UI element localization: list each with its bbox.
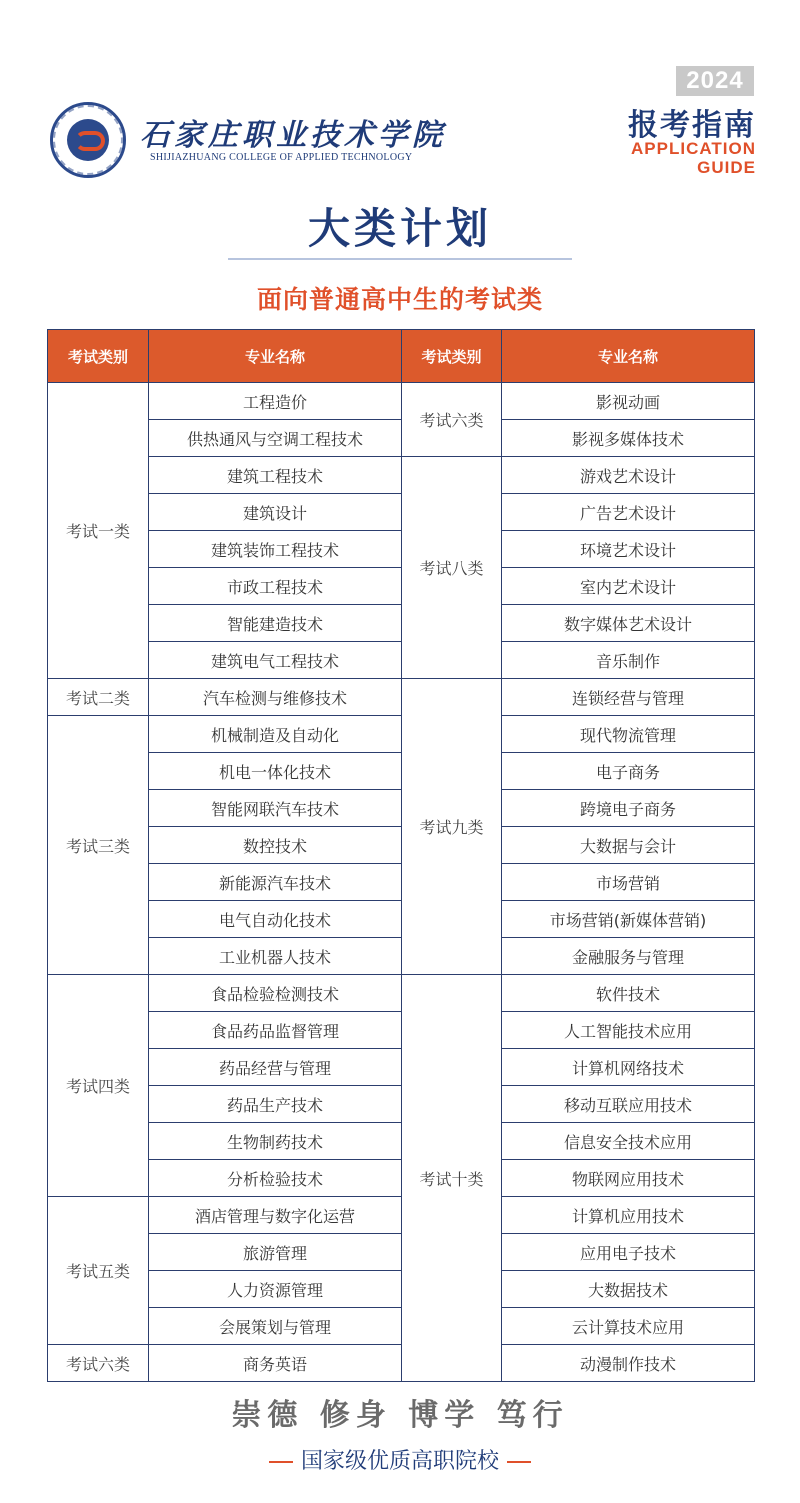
table-row <box>48 864 755 901</box>
major-cell: 建筑装饰工程技术 <box>149 531 402 568</box>
major-cell: 计算机网络技术 <box>502 1049 755 1086</box>
major-cell: 室内艺术设计 <box>502 568 755 605</box>
guide-title-en-line1: APPLICATION <box>631 139 756 158</box>
exam-category-cell: 考试八类 <box>402 457 502 679</box>
table-row <box>48 716 755 753</box>
major-cell: 药品经营与管理 <box>149 1049 402 1086</box>
major-cell: 环境艺术设计 <box>502 531 755 568</box>
major-cell: 机电一体化技术 <box>149 753 402 790</box>
table-row <box>48 531 755 568</box>
tagline-text: 国家级优质高职院校 <box>300 1449 499 1474</box>
header-major-name-right: 专业名称 <box>502 330 755 383</box>
major-cell: 电子商务 <box>502 753 755 790</box>
page-title: 大类计划 <box>307 204 492 253</box>
table-header-row <box>48 330 755 383</box>
exam-category-cell: 考试二类 <box>48 679 149 716</box>
major-cell: 现代物流管理 <box>502 716 755 753</box>
major-cell: 电气自动化技术 <box>149 901 402 938</box>
table-row <box>48 1271 755 1308</box>
tagline <box>0 1444 800 1475</box>
major-cell: 食品药品监督管理 <box>149 1012 402 1049</box>
major-cell: 生物制药技术 <box>149 1123 402 1160</box>
major-cell: 金融服务与管理 <box>502 938 755 975</box>
table-row <box>48 457 755 494</box>
tagline-dash-left <box>269 1461 293 1463</box>
major-cell: 广告艺术设计 <box>502 494 755 531</box>
table-row <box>48 1160 755 1197</box>
major-cell: 工程造价 <box>149 383 402 420</box>
major-cell: 数控技术 <box>149 827 402 864</box>
major-cell: 跨境电子商务 <box>502 790 755 827</box>
major-cell: 信息安全技术应用 <box>502 1123 755 1160</box>
major-cell: 智能网联汽车技术 <box>149 790 402 827</box>
major-cell: 建筑电气工程技术 <box>149 642 402 679</box>
college-logo <box>50 102 126 178</box>
table-row <box>48 568 755 605</box>
header <box>0 0 800 200</box>
major-cell: 软件技术 <box>502 975 755 1012</box>
table-row <box>48 642 755 679</box>
title-divider <box>228 258 572 260</box>
school-motto: 崇德 修身 博学 笃行 <box>231 1398 569 1433</box>
table-row <box>48 938 755 975</box>
exam-category-cell: 考试一类 <box>48 383 149 679</box>
major-cell: 市场营销 <box>502 864 755 901</box>
major-cell: 游戏艺术设计 <box>502 457 755 494</box>
major-cell: 新能源汽车技术 <box>149 864 402 901</box>
major-cell: 食品检验检测技术 <box>149 975 402 1012</box>
table-row <box>48 383 755 420</box>
header-exam-category-right: 考试类别 <box>402 330 502 383</box>
table-row <box>48 975 755 1012</box>
major-cell: 数字媒体艺术设计 <box>502 605 755 642</box>
major-cell: 人工智能技术应用 <box>502 1012 755 1049</box>
major-cell: 影视动画 <box>502 383 755 420</box>
table-row <box>48 1049 755 1086</box>
major-cell: 机械制造及自动化 <box>149 716 402 753</box>
major-cell: 动漫制作技术 <box>502 1345 755 1382</box>
exam-category-cell: 考试四类 <box>48 975 149 1197</box>
exam-category-cell: 考试六类 <box>402 383 502 457</box>
table-row <box>48 790 755 827</box>
year-badge: 2024 <box>676 66 754 96</box>
guide-title-en-line2: GUIDE <box>697 158 756 177</box>
major-cell: 建筑工程技术 <box>149 457 402 494</box>
major-cell: 物联网应用技术 <box>502 1160 755 1197</box>
major-cell: 大数据与会计 <box>502 827 755 864</box>
table-row <box>48 679 755 716</box>
major-cell: 影视多媒体技术 <box>502 420 755 457</box>
guide-title-cn: 报考指南 <box>628 108 756 143</box>
exam-category-cell: 考试十类 <box>402 975 502 1382</box>
major-cell: 药品生产技术 <box>149 1086 402 1123</box>
table-row <box>48 1123 755 1160</box>
major-cell: 会展策划与管理 <box>149 1308 402 1345</box>
major-cell: 大数据技术 <box>502 1271 755 1308</box>
page-subtitle: 面向普通高中生的考试类 <box>256 285 543 314</box>
major-cell: 音乐制作 <box>502 642 755 679</box>
major-cell: 商务英语 <box>149 1345 402 1382</box>
major-cell: 供热通风与空调工程技术 <box>149 420 402 457</box>
table-row <box>48 1234 755 1271</box>
major-cell: 旅游管理 <box>149 1234 402 1271</box>
header-major-name-left: 专业名称 <box>149 330 402 383</box>
table-row <box>48 420 755 457</box>
major-cell: 智能建造技术 <box>149 605 402 642</box>
table-row <box>48 1345 755 1382</box>
table-row <box>48 1012 755 1049</box>
major-cell: 市场营销(新媒体营销) <box>502 901 755 938</box>
table-row <box>48 901 755 938</box>
major-cell: 云计算技术应用 <box>502 1308 755 1345</box>
college-name-cn: 石家庄职业技术学院 <box>140 118 446 153</box>
table-row <box>48 1197 755 1234</box>
major-cell: 汽车检测与维修技术 <box>149 679 402 716</box>
table-row <box>48 753 755 790</box>
major-cell: 市政工程技术 <box>149 568 402 605</box>
major-cell: 酒店管理与数字化运营 <box>149 1197 402 1234</box>
major-cell: 移动互联应用技术 <box>502 1086 755 1123</box>
tagline-dash-right <box>507 1461 531 1463</box>
header-exam-category-left: 考试类别 <box>48 330 149 383</box>
logo-swoosh-icon <box>75 131 105 151</box>
table-row <box>48 605 755 642</box>
table-row <box>48 1308 755 1345</box>
major-cell: 计算机应用技术 <box>502 1197 755 1234</box>
exam-category-cell: 考试三类 <box>48 716 149 975</box>
major-cell: 建筑设计 <box>149 494 402 531</box>
major-cell: 人力资源管理 <box>149 1271 402 1308</box>
major-cell: 连锁经营与管理 <box>502 679 755 716</box>
table-row <box>48 1086 755 1123</box>
exam-category-cell: 考试六类 <box>48 1345 149 1382</box>
exam-category-cell: 考试九类 <box>402 679 502 975</box>
table-row <box>48 494 755 531</box>
table-row <box>48 827 755 864</box>
major-cell: 分析检验技术 <box>149 1160 402 1197</box>
exam-category-cell: 考试五类 <box>48 1197 149 1345</box>
college-name-en: SHIJIAZHUANG COLLEGE OF APPLIED TECHNOLOGY <box>150 152 413 163</box>
major-cell: 应用电子技术 <box>502 1234 755 1271</box>
major-cell: 工业机器人技术 <box>149 938 402 975</box>
major-plan-table <box>47 329 755 1382</box>
